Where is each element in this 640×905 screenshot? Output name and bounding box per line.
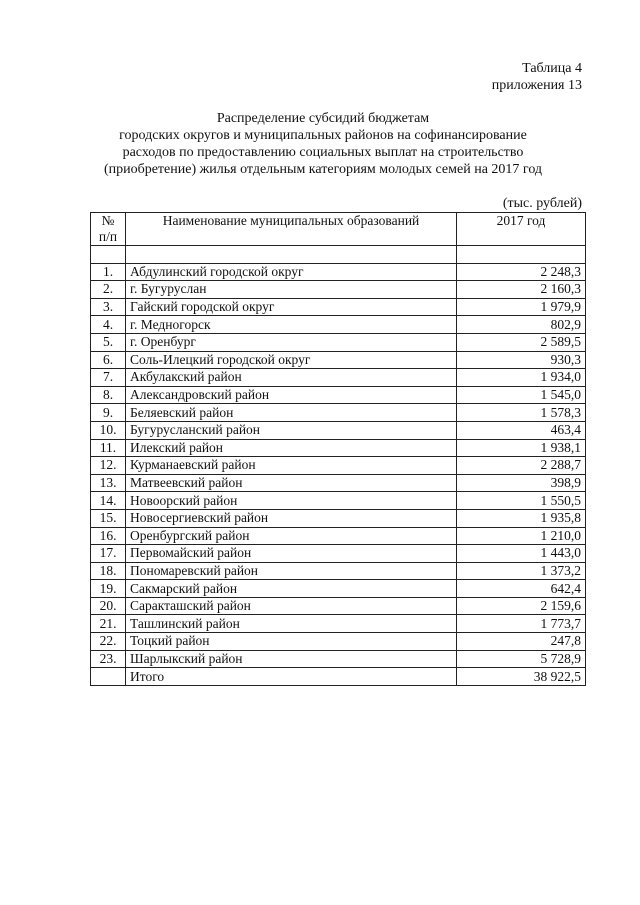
spacer-cell [91,246,126,264]
row-value: 2 589,5 [457,333,586,351]
row-value: 930,3 [457,351,586,369]
row-value: 1 210,0 [457,527,586,545]
row-value: 398,9 [457,474,586,492]
table-row [91,457,586,475]
row-value: 802,9 [457,316,586,334]
row-name: Абдулинский городской округ [126,263,457,281]
row-value: 2 159,6 [457,597,586,615]
row-value: 463,4 [457,421,586,439]
row-name: Сакмарский район [126,580,457,598]
row-name: Первомайский район [126,545,457,563]
table-header-row [91,213,586,246]
title-line-4: (приобретение) жилья отдельным категориям молодых семей на 2017 год [103,162,543,177]
row-name: Матвеевский район [126,474,457,492]
table-row [91,439,586,457]
table-body [91,263,586,685]
table-row [91,562,586,580]
table-caption [492,60,582,94]
row-value: 1 979,9 [457,298,586,316]
table-row [91,333,586,351]
table-row [91,492,586,510]
table-row [91,386,586,404]
row-num: 7. [91,369,126,387]
row-num: 2. [91,281,126,299]
row-name: Тоцкий район [126,633,457,651]
row-name: Соль-Илецкий городской округ [126,351,457,369]
spacer-cell [126,246,457,264]
row-name: Акбулакский район [126,369,457,387]
table-row [91,281,586,299]
row-value: 1 938,1 [457,439,586,457]
row-name: г. Медногорск [126,316,457,334]
row-value: 2 288,7 [457,457,586,475]
row-name: Новоорский район [126,492,457,510]
table-row [91,298,586,316]
row-name: Пономаревский район [126,562,457,580]
row-num: 20. [91,597,126,615]
row-name: Новосергиевский район [126,509,457,527]
document-title [60,110,586,178]
row-num: 21. [91,615,126,633]
row-num: 3. [91,298,126,316]
table-row [91,545,586,563]
row-num: 18. [91,562,126,580]
total-value: 38 922,5 [457,668,586,686]
row-name: г. Оренбург [126,333,457,351]
row-num: 19. [91,580,126,598]
units-label: (тыс. рублей) [502,196,582,211]
row-value: 247,8 [457,633,586,651]
row-value: 5 728,9 [457,650,586,668]
row-name: г. Бугуруслан [126,281,457,299]
row-name: Беляевский район [126,404,457,422]
row-num: 22. [91,633,126,651]
total-num [91,668,126,686]
table-row [91,404,586,422]
row-value: 1 550,5 [457,492,586,510]
row-num: 16. [91,527,126,545]
table-row [91,527,586,545]
row-name: Ташлинский район [126,615,457,633]
row-name: Саракташский район [126,597,457,615]
table-row [91,615,586,633]
appendix-label: приложения 13 [491,78,582,93]
row-name: Курманаевский район [126,457,457,475]
table-row [91,263,586,281]
row-num: 8. [91,386,126,404]
header-year: 2017 год [457,213,586,246]
row-value: 1 373,2 [457,562,586,580]
row-value: 2 160,3 [457,281,586,299]
subsidy-table [90,212,586,686]
row-num: 10. [91,421,126,439]
row-value: 1 935,8 [457,509,586,527]
title-line-3: расходов по предоставлению социальных выплат на строительство [122,145,524,160]
row-num: 1. [91,263,126,281]
total-row [91,668,586,686]
row-num: 12. [91,457,126,475]
row-num: 9. [91,404,126,422]
table-row [91,580,586,598]
header-name: Наименование муниципальных образований [126,213,457,246]
total-label: Итого [126,668,457,686]
row-num: 5. [91,333,126,351]
table-row [91,509,586,527]
row-value: 1 773,7 [457,615,586,633]
row-num: 15. [91,509,126,527]
table-label: Таблица 4 [522,61,582,76]
row-value: 642,4 [457,580,586,598]
header-spacer-row [91,246,586,264]
header-num-line1: № [101,213,115,228]
header-num [91,213,126,246]
table-row [91,316,586,334]
table-row [91,474,586,492]
title-line-2: городских округов и муниципальных районов на софинансирование [119,128,527,143]
table-row [91,633,586,651]
row-name: Оренбургский район [126,527,457,545]
row-value: 1 545,0 [457,386,586,404]
row-name: Александровский район [126,386,457,404]
row-name: Бугурусланский район [126,421,457,439]
row-value: 2 248,3 [457,263,586,281]
row-num: 6. [91,351,126,369]
row-num: 17. [91,545,126,563]
header-num-line2: п/п [98,229,118,244]
row-name: Илекский район [126,439,457,457]
spacer-cell [457,246,586,264]
row-num: 4. [91,316,126,334]
row-num: 11. [91,439,126,457]
row-value: 1 934,0 [457,369,586,387]
row-name: Шарлыкский район [126,650,457,668]
table-row [91,421,586,439]
title-line-1: Распределение субсидий бюджетам [216,111,430,126]
row-value: 1 578,3 [457,404,586,422]
row-name: Гайский городской округ [126,298,457,316]
table-row [91,369,586,387]
table-row [91,597,586,615]
table-row [91,351,586,369]
table-row [91,650,586,668]
row-num: 14. [91,492,126,510]
row-value: 1 443,0 [457,545,586,563]
row-num: 13. [91,474,126,492]
row-num: 23. [91,650,126,668]
